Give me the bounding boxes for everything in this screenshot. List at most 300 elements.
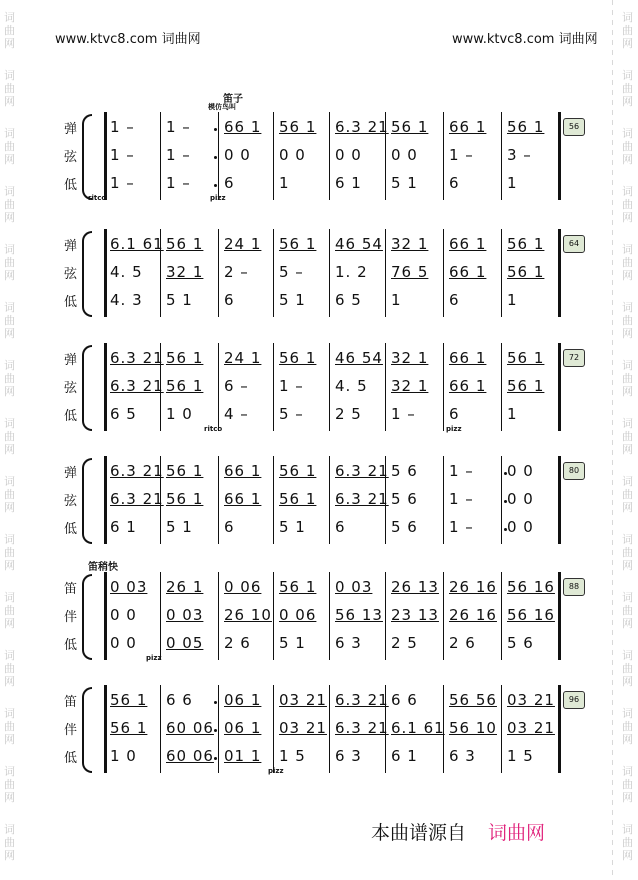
margin-dash — [612, 620, 613, 625]
instrument-label: 低 — [64, 638, 78, 653]
note-cell: 4 – — [224, 405, 249, 423]
watermark-char: 词 — [4, 11, 15, 24]
watermark-char: 网 — [4, 37, 15, 50]
barline — [443, 343, 444, 431]
margin-dash — [612, 520, 613, 525]
note-cell: 1 — [507, 291, 518, 309]
watermark-char: 网 — [622, 617, 633, 630]
note-cell: 1 5 — [507, 747, 534, 765]
note-cell: 0 03 — [110, 578, 148, 596]
watermark-char: 词 — [4, 417, 15, 430]
watermark-char: 词 — [4, 127, 15, 140]
margin-dash — [612, 780, 613, 785]
barline — [443, 229, 444, 317]
barline — [218, 112, 219, 200]
note-cell: 6.3 21 — [110, 462, 164, 480]
watermark-char: 网 — [4, 501, 15, 514]
watermark-char: 曲 — [4, 604, 15, 617]
note-cell: 6.3 21 — [110, 490, 164, 508]
margin-dash — [612, 500, 613, 505]
rehearsal-mark: 56 — [563, 118, 585, 136]
watermark-char: 曲 — [622, 82, 633, 95]
note-cell: 60 06 — [166, 719, 214, 737]
note-cell: 56 1 — [279, 235, 317, 253]
note-cell: 56 1 — [110, 719, 148, 737]
barline — [501, 343, 502, 431]
watermark-char: 网 — [4, 849, 15, 862]
barline — [385, 572, 386, 660]
note-cell: 1 — [507, 174, 518, 192]
note-cell: 26 16 — [449, 606, 497, 624]
watermark-char: 曲 — [622, 140, 633, 153]
barline — [329, 456, 330, 544]
note-cell: 2 – — [224, 263, 249, 281]
margin-dash — [612, 670, 613, 675]
barline — [273, 343, 274, 431]
watermark-char: 曲 — [622, 372, 633, 385]
instrument-label: 弦 — [64, 381, 78, 396]
note-cell: 6 — [335, 518, 346, 536]
score-system — [58, 685, 618, 777]
watermark-char: 曲 — [4, 82, 15, 95]
note-cell: 56 1 — [279, 578, 317, 596]
note-cell: 56 1 — [166, 377, 204, 395]
source-label: 本曲谱源自 — [371, 822, 467, 844]
barline — [501, 456, 502, 544]
source-site-link[interactable]: 词曲网 — [488, 822, 546, 844]
note-cell: 6 3 — [335, 634, 362, 652]
note-cell: 46 54 — [335, 235, 383, 253]
rehearsal-mark: 80 — [563, 462, 585, 480]
barline — [385, 343, 386, 431]
barline — [273, 572, 274, 660]
barline — [273, 456, 274, 544]
margin-dash — [612, 110, 613, 115]
watermark-char: 词 — [4, 823, 15, 836]
barline — [443, 456, 444, 544]
margin-dash — [612, 20, 613, 25]
note-cell: 56 1 — [279, 349, 317, 367]
watermark-char: 网 — [622, 675, 633, 688]
note-cell: 01 1 — [224, 747, 262, 765]
note-cell: 03 21 — [279, 691, 327, 709]
header-url-right: www.ktvc8.com 词曲网 — [452, 32, 598, 47]
repeat-dot — [214, 184, 217, 187]
watermark-char: 曲 — [4, 314, 15, 327]
left-watermark-rail — [0, 0, 20, 880]
margin-dash — [612, 270, 613, 275]
margin-dash — [612, 310, 613, 315]
watermark-char: 曲 — [622, 546, 633, 559]
watermark-char: 词 — [4, 765, 15, 778]
note-cell: 6 — [449, 291, 460, 309]
watermark-char: 词 — [622, 185, 633, 198]
score-annotation: pizz — [446, 425, 462, 433]
margin-dash — [612, 440, 613, 445]
watermark-char: 网 — [4, 327, 15, 340]
note-cell: 66 1 — [449, 349, 487, 367]
margin-dash — [612, 360, 613, 365]
note-cell: 4. 3 — [110, 291, 143, 309]
barline — [385, 229, 386, 317]
margin-dash — [612, 800, 613, 805]
watermark-char: 词 — [4, 533, 15, 546]
margin-dash — [612, 410, 613, 415]
instrument-label: 低 — [64, 178, 78, 193]
watermark-char: 网 — [4, 791, 15, 804]
margin-dash — [612, 210, 613, 215]
note-cell: 0 0 — [279, 146, 306, 164]
note-cell: 0 0 — [110, 606, 137, 624]
barline — [218, 685, 219, 773]
note-cell: 46 54 — [335, 349, 383, 367]
score-annotation: ritco — [88, 194, 107, 202]
right-watermark-rail — [618, 0, 638, 880]
note-cell: 5 6 — [391, 462, 418, 480]
watermark-char: 曲 — [4, 256, 15, 269]
instrument-label: 弹 — [64, 466, 78, 481]
watermark-char: 词 — [622, 591, 633, 604]
watermark-char: 网 — [4, 733, 15, 746]
margin-dash — [612, 350, 613, 355]
margin-dash — [612, 720, 613, 725]
margin-dash — [612, 420, 613, 425]
barline — [501, 685, 502, 773]
note-cell: 56 10 — [449, 719, 497, 737]
note-cell: 1. 2 — [335, 263, 368, 281]
margin-dash — [612, 860, 613, 865]
note-cell: 0 05 — [166, 634, 204, 652]
watermark-char: 曲 — [4, 430, 15, 443]
watermark-char: 网 — [4, 443, 15, 456]
watermark-char: 曲 — [4, 488, 15, 501]
watermark-char: 词 — [4, 591, 15, 604]
watermark-char: 词 — [4, 243, 15, 256]
note-cell: 5 6 — [391, 490, 418, 508]
note-cell: 32 1 — [391, 235, 429, 253]
note-cell: 1 0 — [166, 405, 193, 423]
barline — [558, 572, 561, 660]
rehearsal-mark: 88 — [563, 578, 585, 596]
instrument-label: 弹 — [64, 353, 78, 368]
barline — [329, 229, 330, 317]
note-cell: 56 1 — [391, 118, 429, 136]
barline — [329, 685, 330, 773]
note-cell: 26 13 — [391, 578, 439, 596]
repeat-dot — [504, 472, 507, 475]
watermark-char: 网 — [622, 211, 633, 224]
note-cell: 5 1 — [166, 518, 193, 536]
margin-dash — [612, 340, 613, 345]
note-cell: 1 5 — [279, 747, 306, 765]
note-cell: 3 – — [507, 146, 532, 164]
margin-dash — [612, 150, 613, 155]
note-cell: 26 16 — [449, 578, 497, 596]
margin-dash — [612, 280, 613, 285]
note-cell: 60 06 — [166, 747, 214, 765]
watermark-char: 曲 — [622, 256, 633, 269]
watermark-char: 网 — [622, 559, 633, 572]
watermark-char: 曲 — [622, 314, 633, 327]
margin-dash — [612, 40, 613, 45]
margin-dash — [612, 530, 613, 535]
note-cell: 0 0 — [224, 146, 251, 164]
margin-dash — [612, 590, 613, 595]
watermark-char: 词 — [4, 185, 15, 198]
margin-dash — [612, 690, 613, 695]
barline — [160, 572, 161, 660]
note-cell: 1 – — [449, 518, 474, 536]
note-cell: 6 — [224, 174, 235, 192]
note-cell: 5 1 — [279, 291, 306, 309]
note-cell: 2 5 — [335, 405, 362, 423]
instrument-label: 弹 — [64, 239, 78, 254]
margin-dash — [612, 650, 613, 655]
watermark-char: 词 — [622, 417, 633, 430]
instrument-label: 低 — [64, 751, 78, 766]
note-cell: 5 1 — [391, 174, 418, 192]
note-cell: 66 1 — [224, 462, 262, 480]
note-cell: 1 — [391, 291, 402, 309]
instrument-label: 弦 — [64, 494, 78, 509]
note-cell: 6.3 21 — [335, 462, 389, 480]
note-cell: 1 – — [449, 146, 474, 164]
barline — [443, 112, 444, 200]
note-cell: 2 6 — [449, 634, 476, 652]
margin-dash — [612, 0, 613, 5]
margin-dash — [612, 580, 613, 585]
watermark-char: 曲 — [622, 604, 633, 617]
watermark-char: 网 — [4, 559, 15, 572]
note-cell: 1 — [507, 405, 518, 423]
instrument-label: 弦 — [64, 267, 78, 282]
margin-dash — [612, 560, 613, 565]
watermark-char: 网 — [622, 791, 633, 804]
score-system — [58, 94, 618, 204]
watermark-char: 曲 — [622, 24, 633, 37]
margin-dash — [612, 10, 613, 15]
note-cell: 56 1 — [507, 263, 545, 281]
note-cell: 6.3 21 — [335, 719, 389, 737]
barline — [273, 112, 274, 200]
note-cell: 0 0 — [507, 462, 534, 480]
margin-dash — [612, 100, 613, 105]
watermark-char: 词 — [4, 707, 15, 720]
barline — [218, 229, 219, 317]
score-annotation: pizz — [146, 654, 162, 662]
note-cell: 23 13 — [391, 606, 439, 624]
note-cell: 6.3 21 — [110, 377, 164, 395]
watermark-char: 曲 — [4, 836, 15, 849]
note-cell: 1 – — [110, 118, 135, 136]
note-cell: 03 21 — [507, 719, 555, 737]
note-cell: 5 6 — [507, 634, 534, 652]
system-brace — [82, 114, 92, 200]
margin-dash — [612, 130, 613, 135]
note-cell: 0 0 — [335, 146, 362, 164]
instrument-label: 伴 — [64, 610, 78, 625]
margin-dash — [612, 760, 613, 765]
barline — [160, 685, 161, 773]
watermark-char: 网 — [622, 385, 633, 398]
margin-dash — [612, 740, 613, 745]
note-cell: 6 — [449, 405, 460, 423]
note-cell: 32 1 — [166, 263, 204, 281]
watermark-char: 网 — [4, 675, 15, 688]
margin-dash — [612, 460, 613, 465]
system-brace — [82, 687, 92, 773]
watermark-char: 网 — [622, 443, 633, 456]
repeat-dot — [214, 757, 217, 760]
note-cell: 66 1 — [449, 263, 487, 281]
watermark-char: 网 — [622, 95, 633, 108]
watermark-char: 曲 — [622, 836, 633, 849]
margin-dash — [612, 200, 613, 205]
system-brace — [82, 345, 92, 431]
note-cell: 1 – — [166, 118, 191, 136]
barline — [104, 685, 107, 773]
note-cell: 26 1 — [166, 578, 204, 596]
note-cell: 56 1 — [110, 691, 148, 709]
note-cell: 6.3 21 — [335, 490, 389, 508]
note-cell: 06 1 — [224, 719, 262, 737]
margin-dash — [612, 30, 613, 35]
margin-dash — [612, 80, 613, 85]
source-credit — [371, 818, 545, 845]
margin-dash — [612, 540, 613, 545]
note-cell: 56 16 — [507, 606, 555, 624]
watermark-char: 曲 — [622, 662, 633, 675]
margin-dash — [612, 250, 613, 255]
repeat-dot — [214, 729, 217, 732]
watermark-char: 曲 — [622, 198, 633, 211]
note-cell: 1 – — [166, 146, 191, 164]
note-cell: 0 0 — [507, 490, 534, 508]
note-cell: 6 1 — [110, 518, 137, 536]
margin-dash — [612, 830, 613, 835]
note-cell: 56 56 — [449, 691, 497, 709]
note-cell: 56 1 — [279, 490, 317, 508]
note-cell: 4. 5 — [110, 263, 143, 281]
note-cell: 56 1 — [507, 377, 545, 395]
note-cell: 56 16 — [507, 578, 555, 596]
note-cell: 6 5 — [110, 405, 137, 423]
margin-dash — [612, 810, 613, 815]
barline — [501, 229, 502, 317]
watermark-char: 曲 — [4, 720, 15, 733]
note-cell: 56 1 — [507, 235, 545, 253]
barline — [329, 112, 330, 200]
margin-dash — [612, 300, 613, 305]
margin-dash — [612, 840, 613, 845]
watermark-char: 网 — [622, 733, 633, 746]
watermark-char: 网 — [622, 153, 633, 166]
header-url-left: www.ktvc8.com 词曲网 — [55, 32, 201, 47]
margin-dash — [612, 90, 613, 95]
note-cell: 56 1 — [279, 118, 317, 136]
margin-dash — [612, 140, 613, 145]
score-annotation: 模仿鸟叫 — [208, 103, 236, 111]
watermark-char: 词 — [622, 823, 633, 836]
watermark-char: 词 — [4, 69, 15, 82]
watermark-char: 网 — [4, 385, 15, 398]
margin-dash — [612, 850, 613, 855]
note-cell: 5 – — [279, 405, 304, 423]
note-cell: 66 1 — [224, 490, 262, 508]
note-cell: 6 — [449, 174, 460, 192]
note-cell: 5 – — [279, 263, 304, 281]
margin-dash — [612, 700, 613, 705]
repeat-dot — [504, 500, 507, 503]
repeat-dot — [214, 156, 217, 159]
margin-dash — [612, 750, 613, 755]
watermark-char: 词 — [4, 649, 15, 662]
note-cell: 0 03 — [335, 578, 373, 596]
margin-dash — [612, 230, 613, 235]
margin-dash — [612, 570, 613, 575]
watermark-char: 曲 — [4, 140, 15, 153]
instrument-label: 低 — [64, 522, 78, 537]
note-cell: 5 1 — [279, 634, 306, 652]
rehearsal-mark: 96 — [563, 691, 585, 709]
note-cell: 5 6 — [391, 518, 418, 536]
watermark-char: 词 — [4, 475, 15, 488]
barline — [329, 572, 330, 660]
margin-dash — [612, 380, 613, 385]
watermark-char: 网 — [622, 501, 633, 514]
barline — [218, 456, 219, 544]
note-cell: 24 1 — [224, 235, 262, 253]
margin-dash — [612, 220, 613, 225]
margin-dash — [612, 770, 613, 775]
watermark-char: 网 — [622, 269, 633, 282]
note-cell: 6.3 21 — [110, 349, 164, 367]
system-brace — [82, 231, 92, 317]
margin-dash — [612, 400, 613, 405]
note-cell: 6 — [224, 291, 235, 309]
margin-dash — [612, 370, 613, 375]
margin-dash — [612, 870, 613, 875]
note-cell: 6.3 21 — [335, 691, 389, 709]
note-cell: 6 3 — [449, 747, 476, 765]
note-cell: 1 – — [449, 490, 474, 508]
watermark-char: 曲 — [4, 778, 15, 791]
margin-dash — [612, 50, 613, 55]
watermark-char: 曲 — [622, 778, 633, 791]
margin-dash — [612, 730, 613, 735]
note-cell: 1 – — [166, 174, 191, 192]
watermark-char: 曲 — [4, 24, 15, 37]
margin-dash — [612, 60, 613, 65]
note-cell: 6 – — [224, 377, 249, 395]
margin-dash — [612, 480, 613, 485]
margin-dash — [612, 600, 613, 605]
watermark-char: 网 — [4, 269, 15, 282]
barline — [501, 572, 502, 660]
watermark-char: 词 — [622, 707, 633, 720]
margin-dash — [612, 120, 613, 125]
barline — [558, 112, 561, 200]
score-system — [58, 343, 618, 435]
margin-dash — [612, 240, 613, 245]
note-cell: 56 1 — [166, 490, 204, 508]
note-cell: 6 6 — [391, 691, 418, 709]
score-system — [58, 562, 618, 664]
repeat-dot — [504, 528, 507, 531]
note-cell: 0 0 — [507, 518, 534, 536]
barline — [160, 112, 161, 200]
margin-dash — [612, 160, 613, 165]
